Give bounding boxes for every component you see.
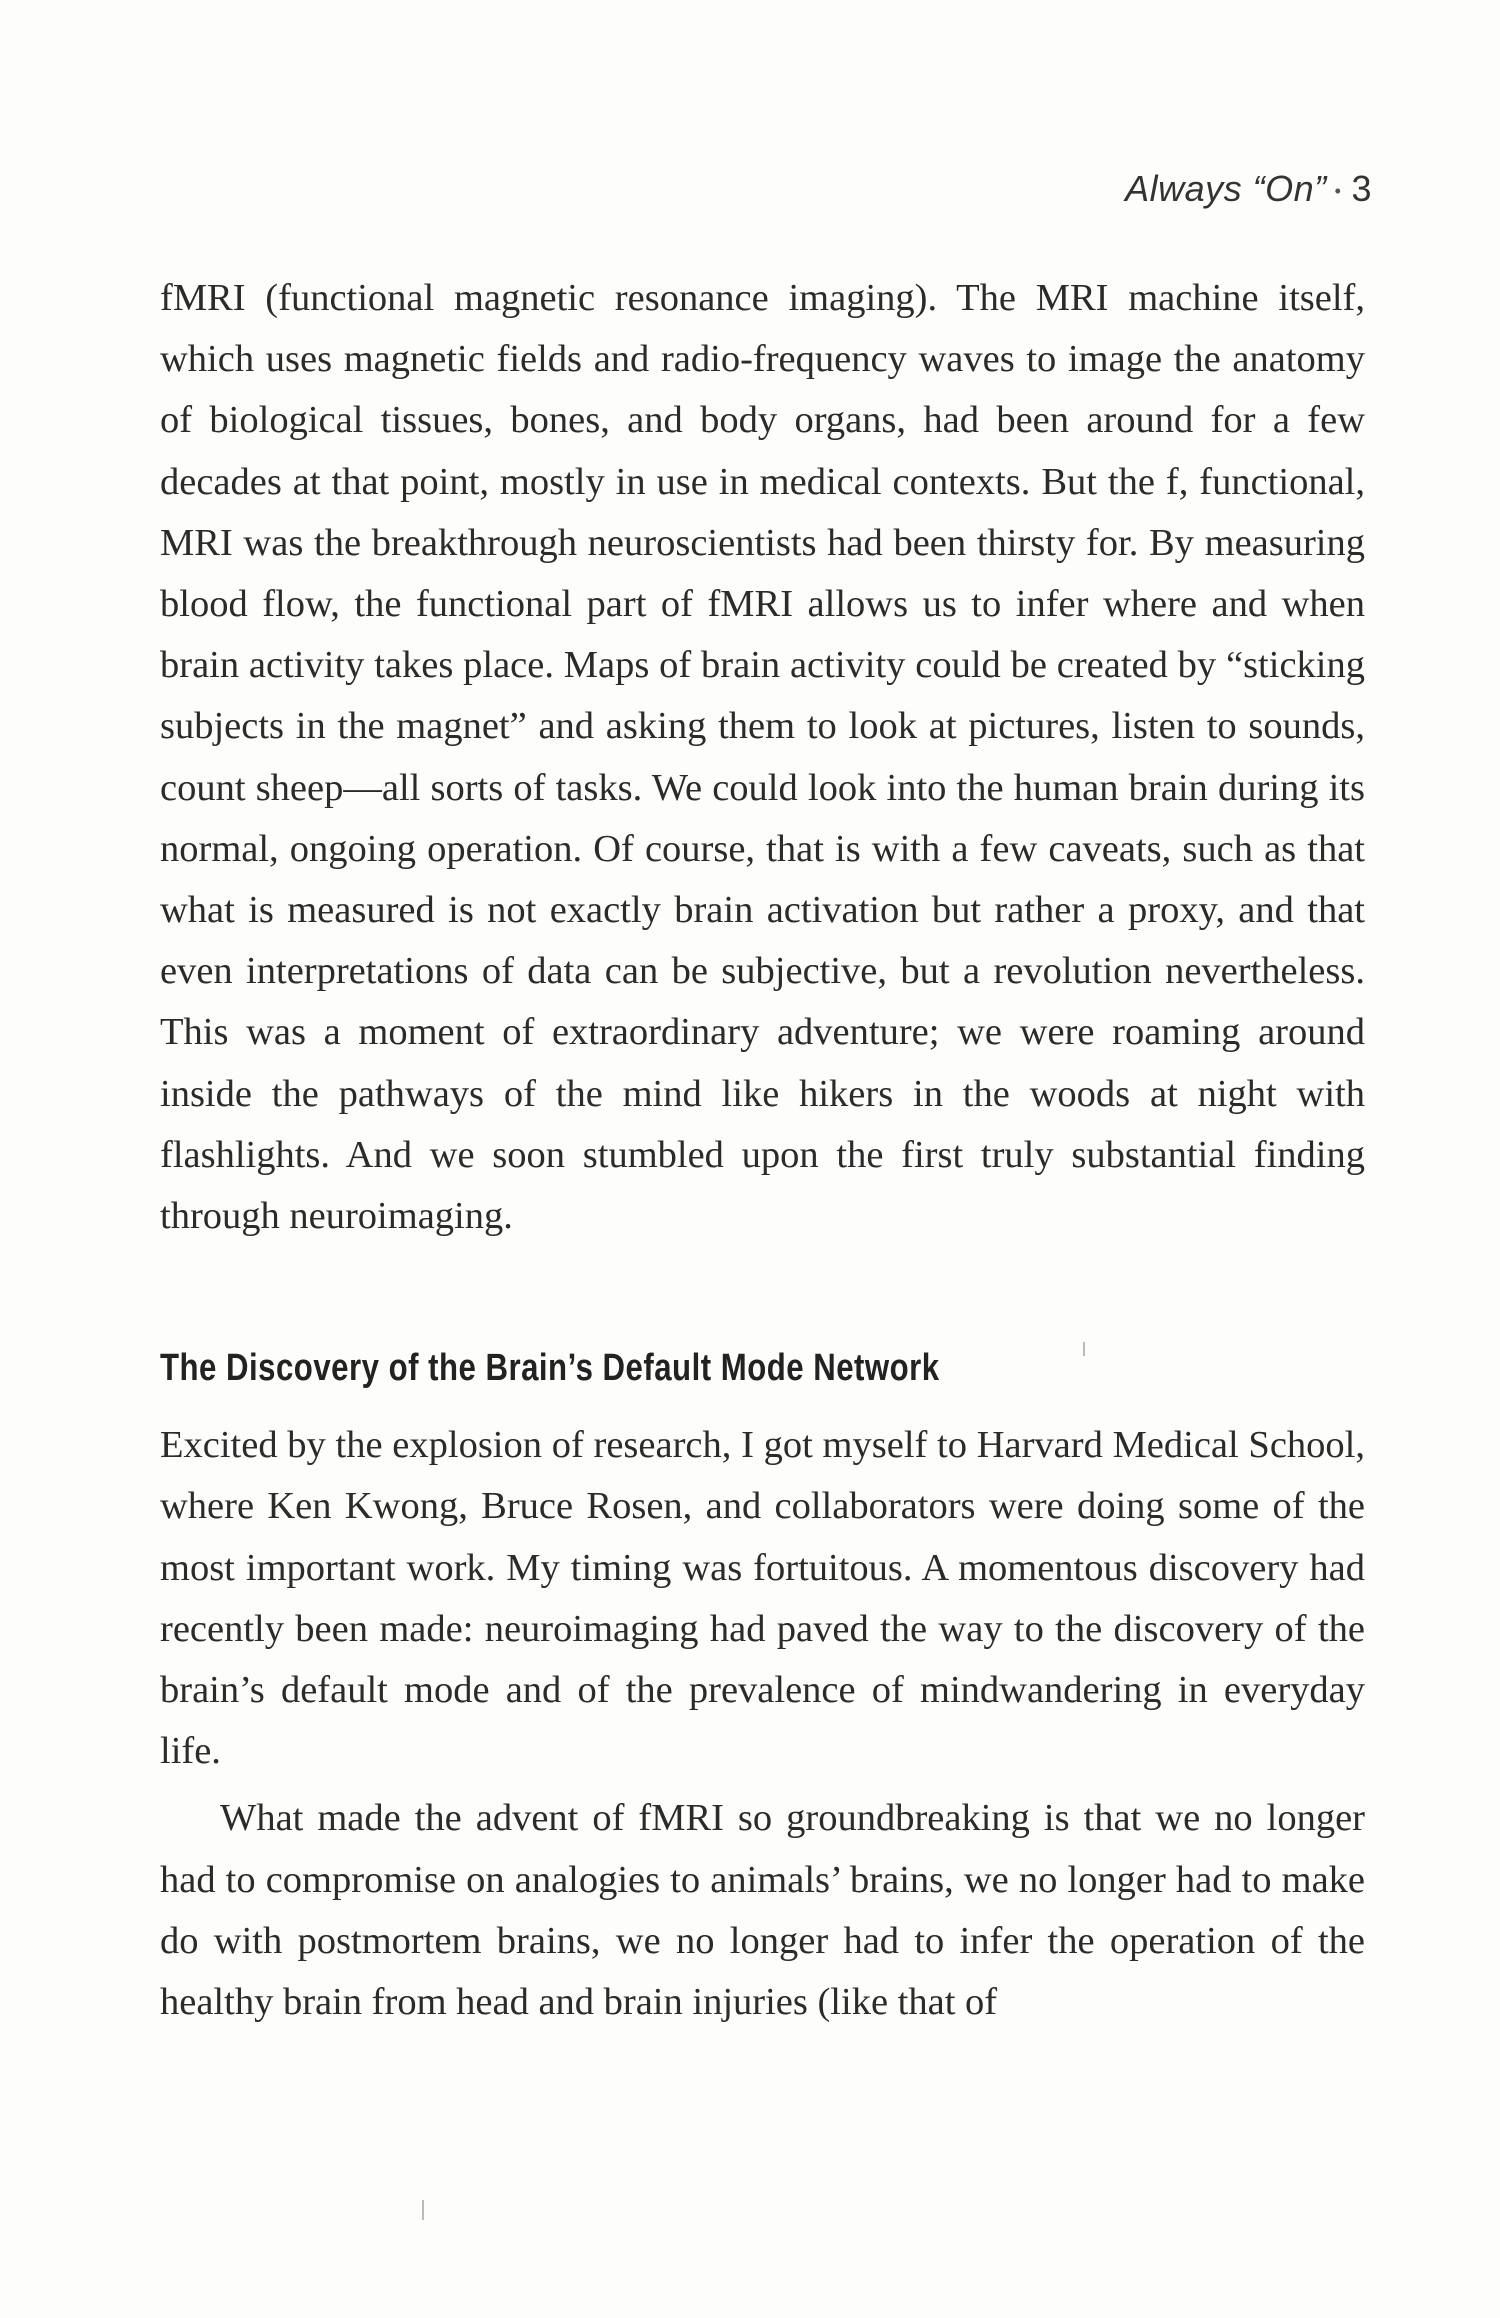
section-heading: The Discovery of the Brain’s Default Mode Network [160,1347,940,1390]
page-number: 3 [1351,168,1372,209]
body-paragraph-3: What made the advent of fMRI so groundbreaking is that we no longer had to compromise on analogies to animals’ brains, we no longer had to make do with postmortem brains, we no longer had to infer the operation of the healthy brain from head and brain injuries (like that of [160,1797,1365,2024]
scan-artifact-mark [1083,1342,1085,1356]
page-body [160,268,1365,2033]
scan-artifact-mark [422,2200,424,2220]
bullet-separator-icon: • [1334,180,1342,201]
running-head [1125,168,1372,210]
running-title: Always “On” [1125,168,1327,209]
body-paragraph-1: fMRI (functional magnetic resonance imaging). The MRI machine itself, which uses magnetic fields and radio-frequency waves to image the anatomy of biological tissues, bones, and body organs, had been around for a few decades at that point, mostly in use in medical contexts. But the f, functional, MRI was the breakthrough neuroscientists had been thirsty for. By measuring blood flow, the functional part of fMRI allows us to infer where and when brain activity takes place. Maps of brain activity could be created by “sticking subjects in the magnet” and asking them to look at pictures, listen to sounds, count sheep—all sorts of tasks. We could look into the human brain during its normal, ongoing operation. Of course, that is with a few caveats, such as that what is measured is not exactly brain activation but rather a proxy, and that even interpretations of data can be subjective, but a revolution nevertheless. This was a moment of extraordinary adventure; we were roaming around inside the pathways of the mind like hikers in the woods at night with flashlights. And we soon stumbled upon the first truly substantial finding through neuroimaging. [160,277,1365,1238]
body-paragraph-2: Excited by the explosion of research, I got myself to Harvard Medical School, where Ken Kwong, Bruce Rosen, and collaborators were doing some of the most important work. My timing was fortuitous. A momentous discovery had recently been made: neuroimaging had paved the way to the discovery of the brain’s default mode and of the prevalence of mindwandering in everyday life. [160,1424,1365,1773]
